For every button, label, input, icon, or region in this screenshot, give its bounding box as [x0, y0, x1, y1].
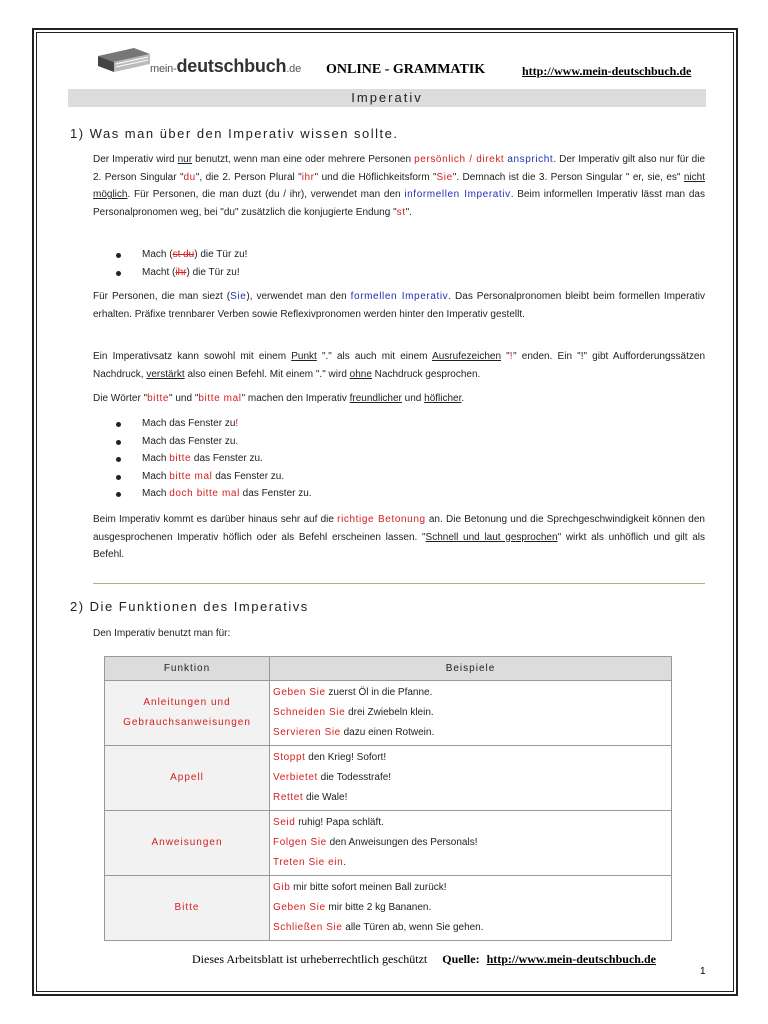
examples-cell: [270, 681, 672, 746]
source-url-link[interactable]: http://www.mein-deutschbuch.de: [486, 952, 656, 966]
examples-cell: [270, 811, 672, 876]
list-item: Mach (st du) die Tür zu!: [116, 246, 247, 264]
page-footer: [192, 952, 656, 967]
book-icon: [96, 46, 152, 74]
section1-paragraph-2: Für Personen, die man siezt (Sie), verwendet man den formellen Imperativ. Das Personalpronomen bleibt beim formellen Imperativ erhalten. Präfixe trennbarer Verben sowie Reflexivpronomen werden hinter den Imperativ gestellt.: [93, 291, 705, 320]
example-line: Schneiden Sie drei Zwiebeln klein.: [273, 707, 434, 718]
function-cell: Appell: [105, 746, 270, 811]
example-line: Stoppt den Krieg! Sofort!: [273, 752, 387, 763]
function-cell: Bitte: [105, 876, 270, 941]
example-line: Seid ruhig! Papa schläft.: [273, 817, 384, 828]
page-number: 1: [700, 966, 706, 977]
table-header-row: [105, 657, 672, 681]
table-row: [105, 681, 672, 746]
page-header: [94, 42, 694, 82]
functions-table: [104, 656, 672, 941]
example-line: Geben Sie zuerst Öl in die Pfanne.: [273, 687, 433, 698]
examples-cell: [270, 746, 672, 811]
section1-heading: 1) Was man über den Imperativ wissen sollte.: [70, 126, 399, 141]
function-cell: Anweisungen: [105, 811, 270, 876]
header-title: ONLINE - GRAMMATIK: [326, 62, 486, 77]
header-url-link[interactable]: http://www.mein-deutschbuch.de: [522, 64, 692, 78]
column-header-function: Funktion: [105, 657, 270, 681]
example-line: Verbietet die Todesstrafe!: [273, 772, 392, 783]
section2-intro: Den Imperativ benutzt man für:: [93, 628, 231, 639]
section-divider: [93, 583, 705, 584]
example-line: Gib mir bitte sofort meinen Ball zurück!: [273, 882, 447, 893]
list-item: Mach das Fenster zu!: [116, 415, 312, 433]
example-line: Rettet die Wale!: [273, 792, 348, 803]
section1-paragraph-5: Beim Imperativ kommt es darüber hinaus sehr auf die richtige Betonung an. Die Betonung und die Sprechgeschwindigkeit können den ausgesprochenen Imperativ höflich oder als Befehl erscheinen lassen. "Schnell und laut gesprochen" wirkt als unhöflich und gilt als Befehl.: [93, 514, 706, 560]
examples-cell: [270, 876, 672, 941]
column-header-examples: Beispiele: [270, 657, 672, 681]
table-row: [105, 811, 672, 876]
bullet-list-2: [116, 415, 312, 503]
section2-heading: 2) Die Funktionen des Imperativs: [70, 599, 309, 614]
section1-paragraph-4: Die Wörter "bitte" und "bitte mal" machen den Imperativ freundlicher und höflicher.: [93, 393, 465, 404]
list-item: Mach bitte mal das Fenster zu.: [116, 468, 312, 486]
function-cell: Anleitungen und Gebrauchsanweisungen: [105, 681, 270, 746]
logo-wordmark: mein-deutschbuch.de: [150, 56, 302, 76]
copyright-notice: Dieses Arbeitsblatt ist urheberrechtlich geschützt: [192, 952, 428, 966]
section1-paragraph-3: Ein Imperativsatz kann sowohl mit einem Punkt "." als auch mit einem Ausrufezeichen "!" enden. Ein "!" gibt Aufforderungssätzen Nachdruck, verstärkt also einen Befehl. Mit einem "." wird ohne Nachdruck gesprochen.: [93, 351, 706, 380]
page-title-bar: [68, 89, 706, 107]
bullet-list-1: [116, 246, 247, 281]
example-line: Servieren Sie dazu einen Rotwein.: [273, 727, 435, 738]
table-row: [105, 746, 672, 811]
page-title: Imperativ: [351, 90, 423, 105]
section1-paragraph-1: Der Imperativ wird nur benutzt, wenn man eine oder mehrere Personen persönlich / direkt anspricht. Der Imperativ gilt also nur für die 2. Person Singular "du", die 2. Person Plural "ihr" und die Höflichkeitsform "Sie". Demnach ist die 3. Person Singular " er, sie, es" nicht möglich. Für Personen, die man duzt (du / ihr), verwendet man den informellen Imperativ. Beim informellen Imperativ lässt man das Personalpronomen weg, bei "du" zusätzlich die konjugierte Endung "st".: [93, 154, 706, 218]
list-item: Mach das Fenster zu.: [116, 433, 312, 451]
list-item: Mach bitte das Fenster zu.: [116, 450, 312, 468]
example-line: Schließen Sie alle Türen ab, wenn Sie gehen.: [273, 922, 484, 933]
source-label: Quelle:: [442, 952, 480, 966]
list-item: Mach doch bitte mal das Fenster zu.: [116, 485, 312, 503]
example-line: Treten Sie ein.: [273, 857, 347, 868]
example-line: Folgen Sie den Anweisungen des Personals!: [273, 837, 478, 848]
example-line: Geben Sie mir bitte 2 kg Bananen.: [273, 902, 432, 913]
table-row: [105, 876, 672, 941]
site-logo: [94, 42, 314, 78]
list-item: Macht (ihr) die Tür zu!: [116, 264, 247, 282]
